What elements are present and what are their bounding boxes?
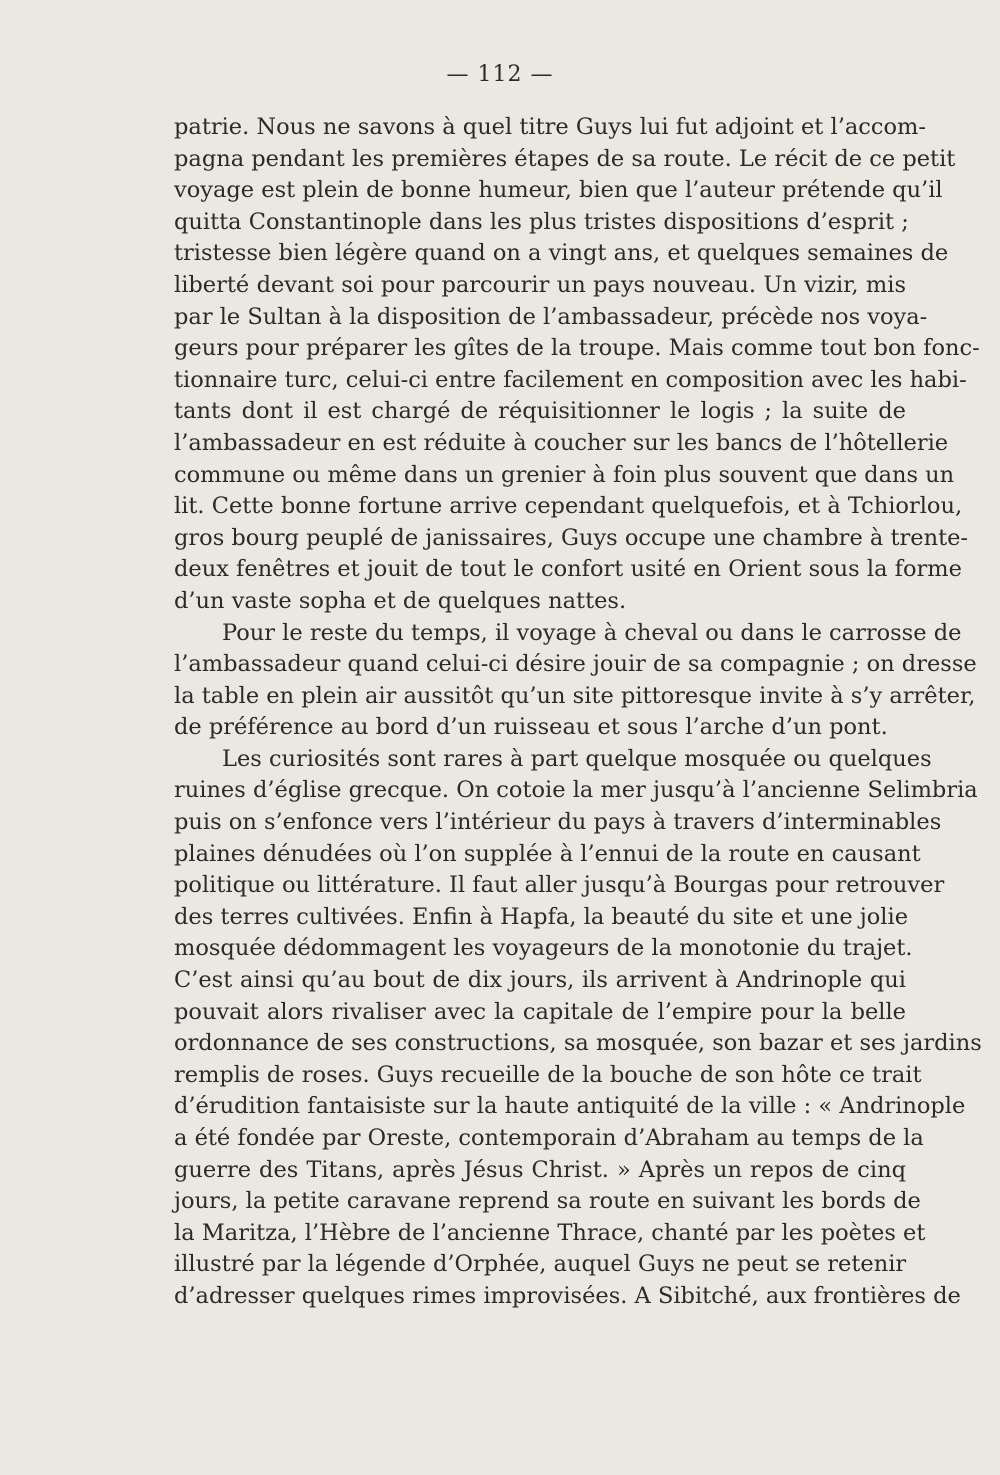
text-line: plaines dénudées où l’on supplée à l’ennui de la route en causant [174, 840, 921, 867]
text-line: mosquée dédommagent les voyageurs de la monotonie du trajet. [174, 935, 913, 962]
text-line: commune ou même dans un grenier à foin plus souvent que dans un [174, 461, 955, 488]
text-line: pouvait alors rivaliser avec la capitale de l’empire pour la belle [174, 998, 906, 1025]
text-line: geurs pour préparer les gîtes de la troupe. Mais comme tout bon fonc- [174, 335, 980, 362]
text-line: liberté devant soi pour parcourir un pays nouveau. Un vizir, mis [174, 271, 906, 298]
text-line: jours, la petite caravane reprend sa route en suivant les bords de [174, 1188, 921, 1215]
text-line: d’adresser quelques rimes improvisées. A Sibitché, aux frontières de [174, 1282, 961, 1309]
text-line: l’ambassadeur quand celui-ci désire jouir de sa compagnie ; on dresse [174, 651, 977, 678]
text-line: pagna pendant les premières étapes de sa route. Le récit de ce petit [174, 145, 956, 172]
text-line: de préférence au bord d’un ruisseau et sous l’arche d’un pont. [174, 714, 888, 741]
text-line: illustré par la légende d’Orphée, auquel Guys ne peut se retenir [174, 1251, 907, 1278]
text-line: d’érudition fantaisiste sur la haute antiquité de la ville : « Andrinople [174, 1093, 966, 1120]
text-line: ordonnance de ses constructions, sa mosquée, son bazar et ses jardins [174, 1030, 982, 1057]
text-line: d’un vaste sopha et de quelques nattes. [174, 587, 627, 614]
text-line: deux fenêtres et jouit de tout le confort usité en Orient sous la forme [174, 556, 962, 583]
text-line: gros bourg peuplé de janissaires, Guys occupe une chambre à trente- [174, 524, 969, 551]
page-number: — 112 — [446, 62, 554, 87]
text-line: a été fondée par Oreste, contemporain d’Abraham au temps de la [174, 1125, 924, 1151]
text-line: patrie. Nous ne savons à quel titre Guys lui fut adjoint et l’accom- [174, 114, 926, 140]
text-line: la Maritza, l’Hèbre de l’ancienne Thrace, chanté par les poètes et [174, 1219, 926, 1246]
text-line: puis on s’enfonce vers l’intérieur du pays à travers d’interminables [174, 809, 942, 836]
text-line: Les curiosités sont rares à part quelque mosquée ou quelques [222, 745, 932, 772]
text-line: ruines d’église grecque. On cotoie la mer jusqu’à l’ancienne Selimbria [174, 777, 978, 804]
text-line: des terres cultivées. Enfin à Hapfa, la beauté du site et une jolie [174, 903, 909, 930]
text-line: quitta Constantinople dans les plus tristes dispositions d’esprit ; [174, 208, 909, 235]
paragraph [174, 618, 977, 744]
paragraph [174, 744, 982, 1313]
paragraph [174, 112, 980, 618]
text-line: guerre des Titans, après Jésus Christ. » Après un repos de cinq [174, 1156, 906, 1183]
text-line: l’ambassadeur en est réduite à coucher sur les bancs de l’hôtellerie [174, 429, 949, 456]
text-line: lit. Cette bonne fortune arrive cependant quelquefois, et à Tchiorlou, [174, 493, 963, 520]
text-line: remplis de roses. Guys recueille de la bouche de son hôte ce trait [174, 1061, 922, 1088]
text-line: tants dont il est chargé de réquisitionner le logis ; la suite de [174, 398, 906, 425]
text-line: tristesse bien légère quand on a vingt ans, et quelques semaines de [174, 240, 949, 267]
text-line: Pour le reste du temps, il voyage à cheval ou dans le carrosse de [222, 619, 962, 646]
text-line: politique ou littérature. Il faut aller jusqu’à Bourgas pour retrouver [174, 872, 945, 899]
text-body [174, 112, 982, 1313]
text-line: par le Sultan à la disposition de l’ambassadeur, précède nos voya- [174, 303, 928, 330]
text-line: C’est ainsi qu’au bout de dix jours, ils arrivent à Andrinople qui [174, 967, 906, 994]
text-line: la table en plein air aussitôt qu’un site pittoresque invite à s’y arrêter, [174, 682, 976, 709]
text-line: voyage est plein de bonne humeur, bien que l’auteur prétende qu’il [174, 177, 943, 204]
text-line: tionnaire turc, celui-ci entre facilement en composition avec les habi- [174, 366, 967, 393]
